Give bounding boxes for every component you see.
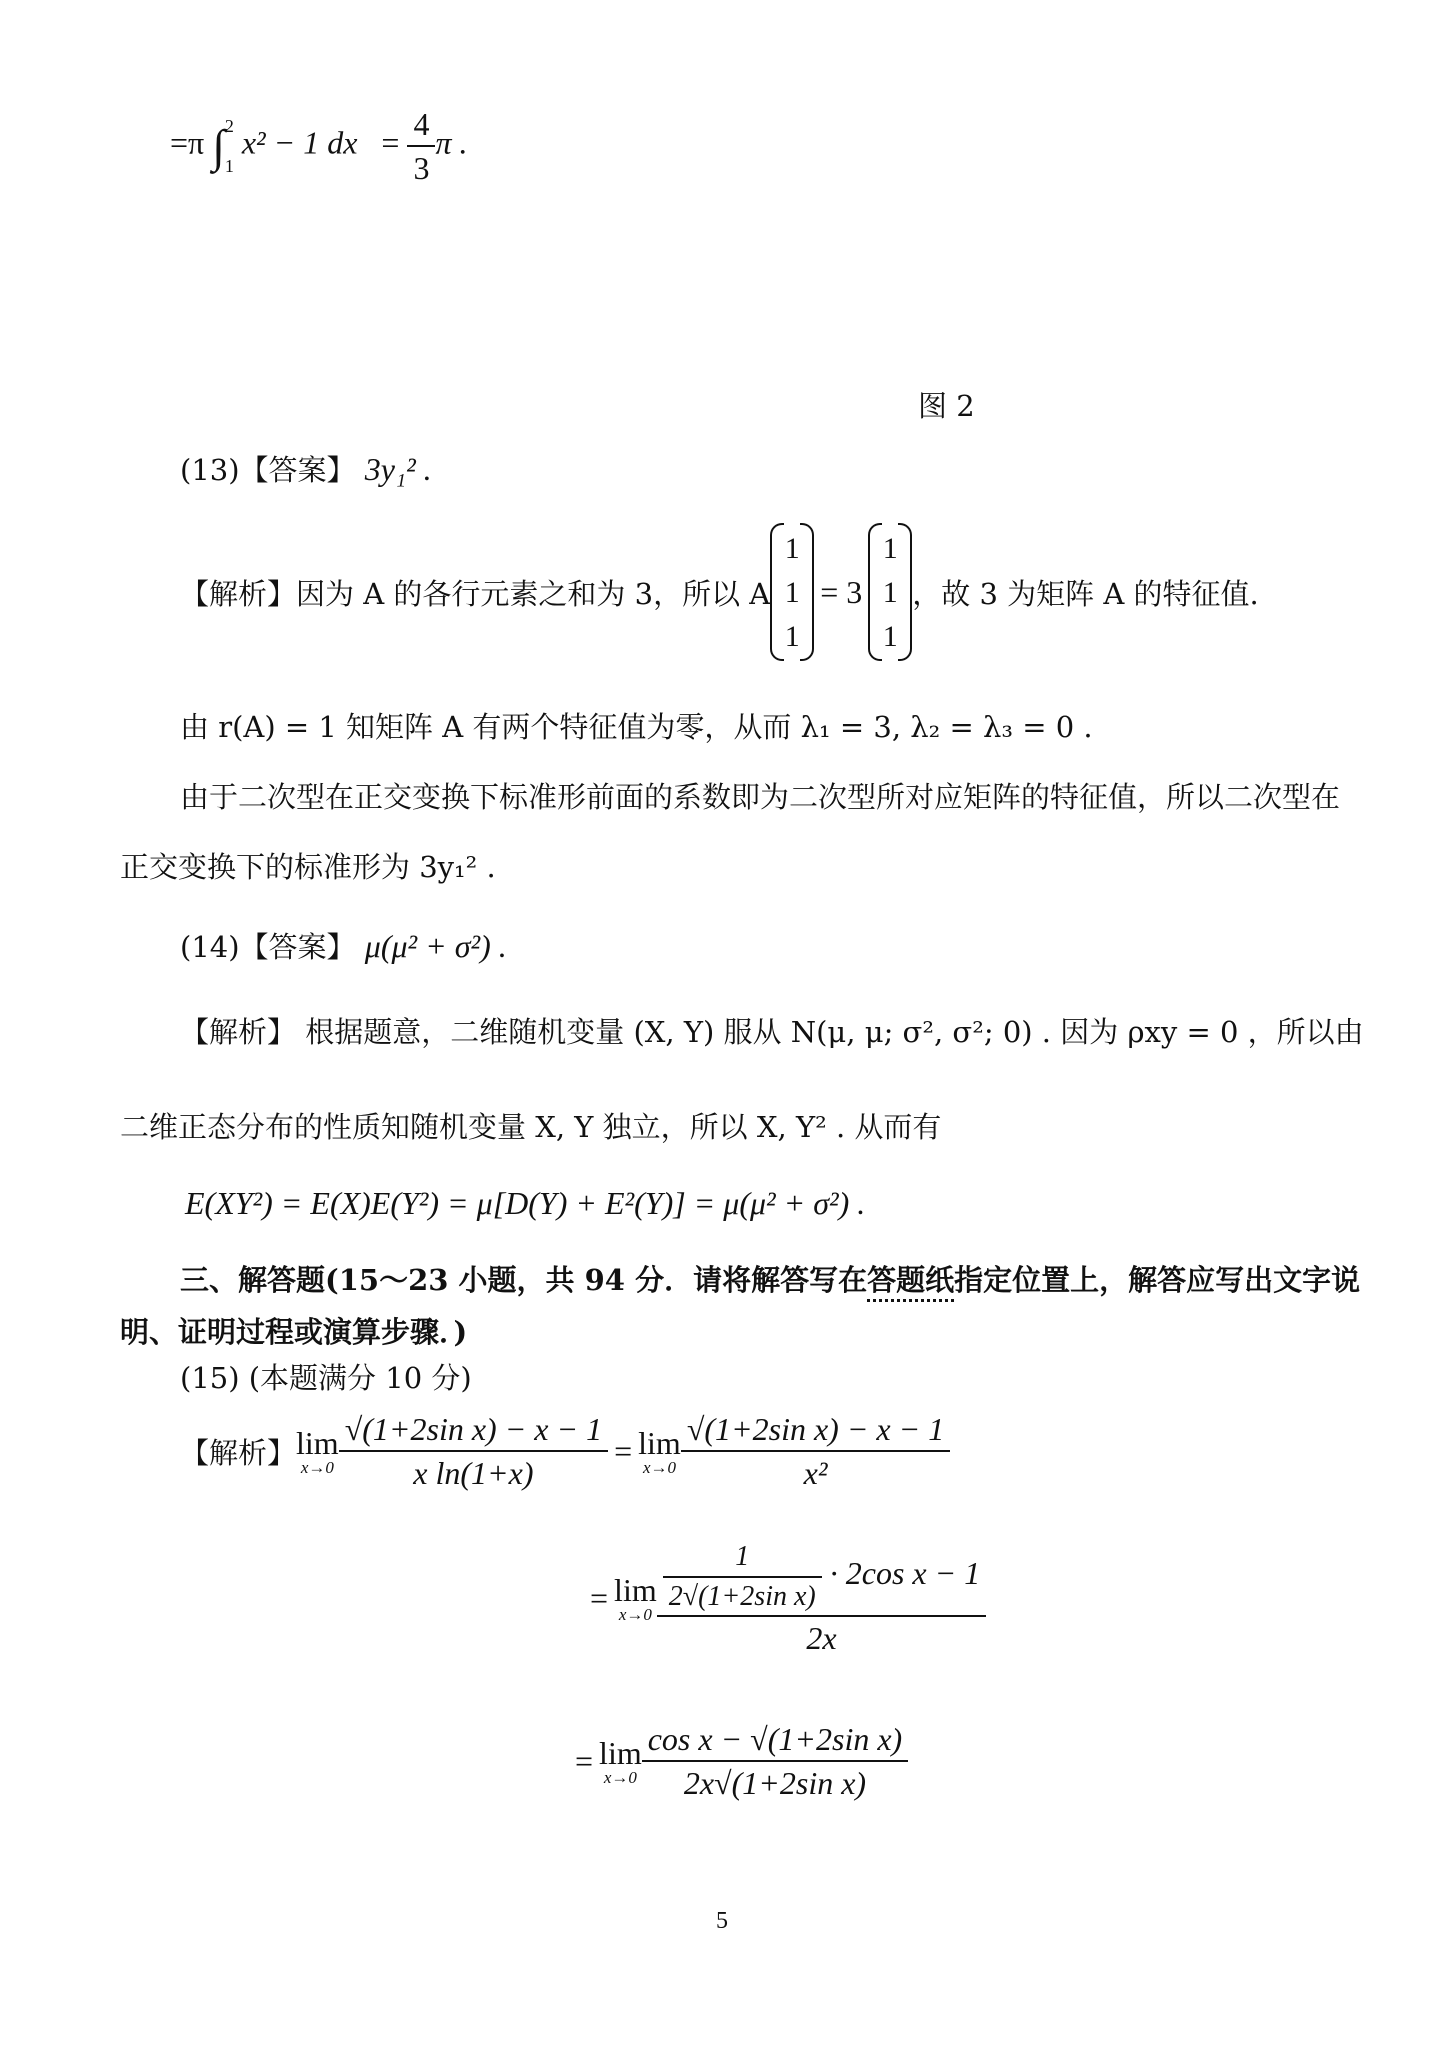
q14-analysis-label: 【解析】	[180, 1015, 297, 1049]
section3-heading-a: 三、解答题(15～23 小题，共 94 分．请将解答写在	[180, 1263, 868, 1297]
q15-step-1: 【解析】 lim x→0 $\frac{\text{√(1+2sin x) − x − 1}}{\text{x ln(1+x)}}$ = lim x→0 $\frac{\text{√(1+2sin x) − x − 1}}{\text{x²}}$	[180, 1410, 950, 1493]
q14-answer-line	[180, 925, 507, 966]
page-number: 5	[716, 1908, 728, 1934]
step1-fraction: $\frac{\text{√(1+2sin x) − x − 1}}{\text{x ln(1+x)}}$	[339, 1410, 608, 1493]
integral-prefix: =π	[170, 124, 205, 161]
q14-expectation-formula: E(XY²) = E(X)E(Y²) = μ[D(Y) + E²(Y)] = μ(μ² + σ²) .	[185, 1185, 866, 1221]
integral-lower: 1	[224, 156, 234, 177]
q13-analysis-text-1: 因为 A 的各行元素之和为 3，所以 A	[296, 576, 771, 611]
section3-heading-line-1	[180, 1258, 1360, 1299]
limit-operator: lim x→0	[638, 1424, 681, 1477]
q14-analysis-line-1	[180, 1010, 1364, 1051]
step3-fraction: $\frac{1}{\text{2√(1+2sin x)}}$ · 2cos x − 1 2x	[657, 1540, 986, 1658]
limit-operator: lim x→0	[614, 1572, 657, 1625]
integral-upper: 2	[224, 116, 234, 137]
step4-fraction: $\frac{\text{cos x − √(1+2sin x)}}{\text{2x√(1+2sin x)}}$	[642, 1720, 908, 1803]
section3-heading-emphasis: 答题纸	[867, 1263, 954, 1302]
integral-dx: dx	[327, 124, 358, 161]
integral-sign: ∫	[212, 120, 225, 172]
q15-step-2: = lim x→0 $\frac{1}{\text{2√(1+2sin x)}}$ · 2cos x − 1 2x	[590, 1540, 986, 1658]
q15-step-3: = lim x→0 $\frac{\text{cos x − √(1+2sin x)}}{\text{2x√(1+2sin x)}}$	[575, 1720, 908, 1803]
q14-answer-label: (14)【答案】	[180, 930, 356, 964]
integral-line	[170, 105, 467, 188]
figure-caption: 图 2	[918, 389, 975, 423]
q13-analysis-text-1-tail: ，故 3 为矩阵 A 的特征值.	[912, 576, 1259, 611]
integrand: x² − 1	[241, 124, 320, 161]
result-denominator: 3	[413, 150, 430, 187]
q13-analysis-line-1	[180, 522, 1259, 662]
q13-answer: 3y₁² .	[364, 451, 432, 487]
q13-eq3: = 3	[820, 573, 863, 610]
q14-answer: μ(μ² + σ²) .	[364, 928, 507, 964]
ones-vector-left: 1 1 1	[770, 523, 814, 661]
q13-answer-label: (13)【答案】	[180, 453, 356, 487]
result-numerator: 4	[407, 105, 435, 147]
result-tail: π .	[435, 124, 468, 161]
integral-eq: =	[381, 124, 400, 161]
q13-analysis-label: 【解析】	[180, 576, 297, 611]
ones-vector-right: 1 1 1	[868, 523, 912, 661]
section3-heading-b: 指定位置上，解答应写出文字说	[954, 1263, 1361, 1297]
step2-fraction: $\frac{\text{√(1+2sin x) − x − 1}}{\text{x²}}$	[681, 1410, 950, 1493]
q14-analysis-text-1: 根据题意，二维随机变量 (X, Y) 服从 N(μ, μ; σ², σ²; 0) . 因为 ρxy = 0 ，所以由	[305, 1015, 1364, 1049]
q13-analysis-line-3a: 由于二次型在正交变换下标准形前面的系数即为二次型所对应矩阵的特征值，所以二次型在	[180, 780, 1341, 814]
limit-operator: lim x→0	[296, 1424, 339, 1477]
section3-heading-line-2: 明、证明过程或演算步骤．)	[120, 1315, 468, 1349]
limit-operator: lim x→0	[599, 1734, 642, 1787]
q15-analysis-label: 【解析】	[180, 1435, 297, 1470]
q15-label: (15) (本题满分 10 分)	[180, 1361, 472, 1395]
q13-answer-line	[180, 448, 432, 489]
q14-analysis-line-2: 二维正态分布的性质知随机变量 X, Y 独立，所以 X, Y² . 从而有	[120, 1110, 942, 1144]
q13-analysis-line-2: 由 r(A) = 1 知矩阵 A 有两个特征值为零，从而 λ₁ = 3, λ₂ = λ₃ = 0 .	[180, 710, 1093, 744]
q13-analysis-line-3b: 正交变换下的标准形为 3y₁² .	[120, 850, 496, 884]
